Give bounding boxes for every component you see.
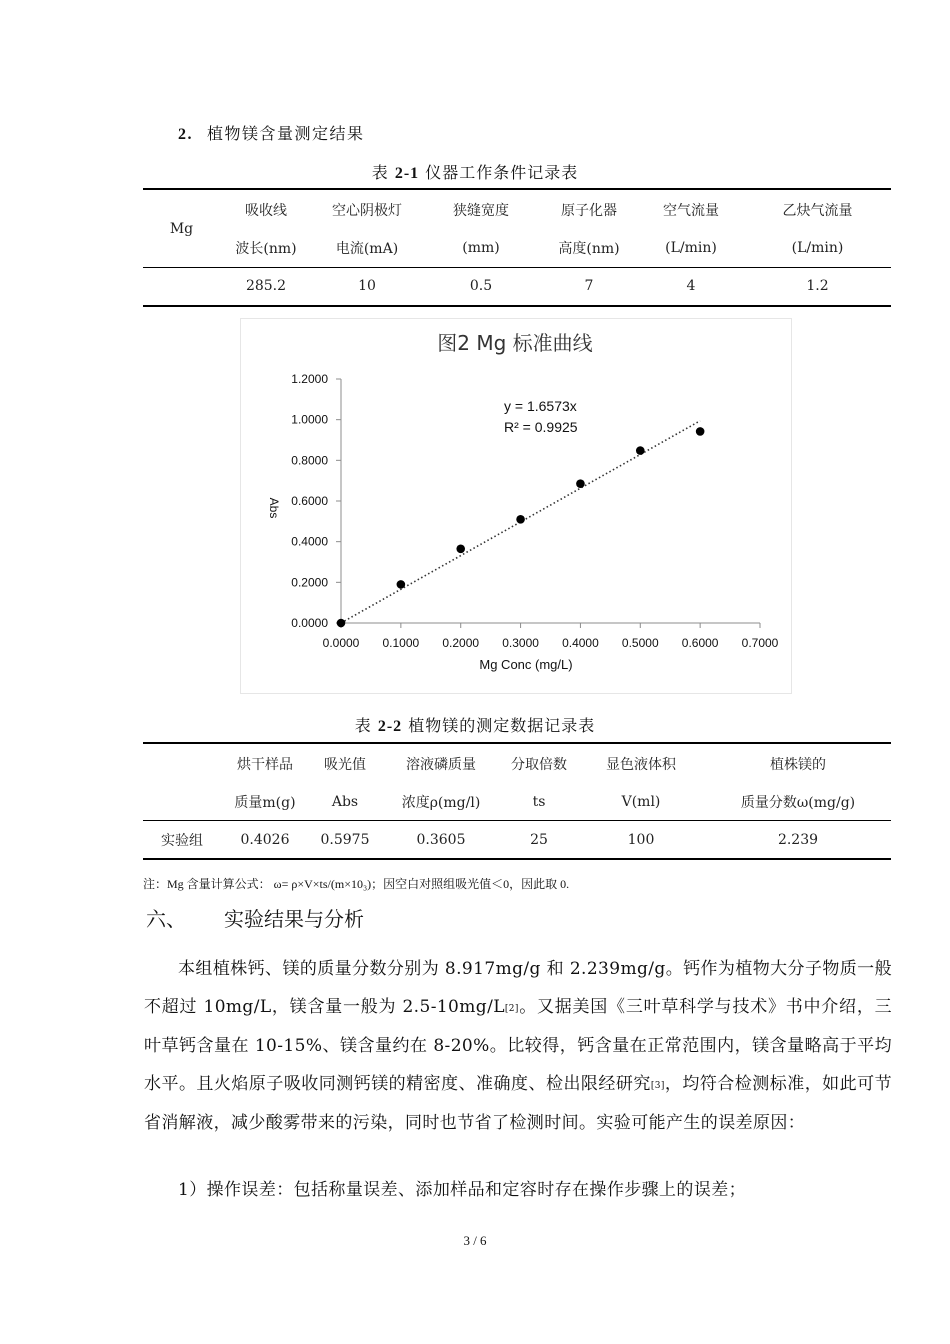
chart-y-tick-label: 0.8000 bbox=[291, 453, 328, 468]
chart-data-point bbox=[397, 580, 406, 589]
table2-cell: 实验组 bbox=[161, 833, 203, 849]
table2-header: 质量m(g) bbox=[234, 795, 296, 811]
table1-header: 电流(mA) bbox=[335, 241, 399, 257]
table2-header: 溶液磷质量 bbox=[406, 757, 476, 773]
table2-header: 显色液体积 bbox=[606, 757, 676, 773]
chart-y-tick-label: 0.4000 bbox=[291, 534, 328, 549]
list-item: 1）操作误差：包括称量误差、添加样品和定容时存在操作步骤上的误差； bbox=[178, 1180, 747, 1200]
table1-header: 高度(nm) bbox=[558, 241, 620, 257]
table2-header: V(ml) bbox=[621, 794, 661, 810]
table1-header: 空心阴极灯 bbox=[332, 203, 402, 219]
para-text: ，均符合检测标准，如此可节省消解液，减少酸雾带来的污染，同时也节省了检测时间。实验可能产生的误差原因： bbox=[144, 1073, 892, 1133]
table2-cell: 0.3605 bbox=[416, 832, 466, 848]
para-text: 本组植株钙、镁的质量分数分别为 8.917mg/g 和 2.239mg/g。钙作为植物大分子物质一般不超过 10mg/L，镁含量一般为 2.5-10mg/L bbox=[144, 959, 892, 1017]
table2-caption-num: 2-2 bbox=[377, 718, 403, 735]
chart-r2: R² = 0.9925 bbox=[504, 419, 578, 435]
table1-cell: 7 bbox=[584, 278, 594, 294]
chart-x-tick-label: 0.6000 bbox=[681, 636, 719, 650]
table1 bbox=[143, 191, 891, 305]
table2 bbox=[143, 745, 891, 859]
section6-number: 六、 bbox=[146, 907, 186, 931]
table2-header: 烘干样品 bbox=[237, 757, 293, 773]
chart-data-point bbox=[576, 479, 585, 488]
chart-x-tick-label: 0.2000 bbox=[442, 636, 480, 650]
standard-curve-chart bbox=[240, 318, 792, 694]
table2-cell: 2.239 bbox=[777, 832, 819, 848]
chart-y-tick-label: 0.0000 bbox=[291, 616, 328, 630]
table1-bottom-rule bbox=[143, 305, 891, 307]
chart-y-tick-label: 0.2000 bbox=[291, 575, 328, 590]
chart-data-point bbox=[696, 427, 705, 436]
chart-data-point bbox=[337, 619, 346, 628]
table2-top-rule bbox=[143, 742, 891, 744]
table1-caption-title: 仪器工作条件记录表 bbox=[419, 163, 579, 182]
citation-ref: [3] bbox=[650, 1080, 665, 1091]
table2-data-row bbox=[143, 821, 891, 859]
table2-header: ts bbox=[532, 794, 546, 810]
table1-cell: 1.2 bbox=[806, 278, 829, 294]
table2-header: 分取倍数 bbox=[511, 757, 567, 773]
chart-data-point bbox=[636, 446, 645, 455]
chart-y-tick-label: 0.6000 bbox=[291, 494, 328, 508]
table2-header: Abs bbox=[331, 794, 359, 810]
page-number: 3 / 6 bbox=[463, 1233, 487, 1248]
table1-header: 波长(nm) bbox=[235, 241, 297, 257]
table1-caption bbox=[0, 160, 950, 183]
table1-cell: 285.2 bbox=[245, 278, 287, 294]
table2-cell: 25 bbox=[530, 832, 548, 848]
chart-y-tick-label: 1.0000 bbox=[291, 412, 328, 427]
table1-top-rule bbox=[143, 188, 891, 190]
section6-heading bbox=[146, 903, 364, 932]
section-number: 2. bbox=[178, 126, 193, 143]
table2-cell: 0.4026 bbox=[240, 832, 290, 848]
chart-ylabel: Abs bbox=[267, 497, 281, 519]
chart-title: 图2 Mg 标准曲线 bbox=[437, 331, 593, 355]
table2-header: 浓度ρ(mg/l) bbox=[401, 795, 481, 811]
chart-x-tick-label: 0.1000 bbox=[382, 636, 420, 650]
table2-cell: 0.5975 bbox=[320, 832, 370, 848]
analysis-paragraph bbox=[144, 951, 892, 1143]
para-text: 。又据美国《三叶草科学与技术》书中介绍，三叶草钙含量在 10-15%、镁含量约在 8-20%。比较得，钙含量在正常范围内，镁含量略高于平均水平。且火焰原子吸收同测钙镁的精密度、准确度、检出限经研究 bbox=[144, 996, 892, 1094]
table1-header: 空气流量 bbox=[663, 203, 719, 219]
chart-xlabel: Mg Conc (mg/L) bbox=[479, 657, 573, 672]
table1-caption-prefix: 表 bbox=[371, 163, 395, 182]
chart-x-tick-label: 0.0000 bbox=[322, 636, 360, 650]
table2-cell: 100 bbox=[627, 832, 655, 848]
table1-header: (L/min) bbox=[665, 240, 717, 256]
table1-cell: 0.5 bbox=[469, 278, 493, 294]
table1-header: 吸收线 bbox=[245, 203, 287, 219]
table2-caption bbox=[0, 713, 950, 736]
chart-x-tick-label: 0.7000 bbox=[741, 636, 779, 650]
table1-element: Mg bbox=[169, 221, 194, 237]
table1-cell: 10 bbox=[358, 278, 376, 294]
chart-data-point bbox=[456, 544, 465, 553]
table2-header: 吸光值 bbox=[324, 757, 366, 773]
chart-x-tick-label: 0.4000 bbox=[562, 636, 599, 650]
table1-value-row bbox=[143, 267, 891, 305]
section-title: 植物镁含量测定结果 bbox=[207, 124, 365, 143]
formula-note: 注：Mg 含量计算公式： ω= ρ×V×ts/(m×10₃)；因空白对照组吸光值＜0，因此取 0. bbox=[143, 877, 570, 891]
table2-caption-title: 植物镁的测定数据记录表 bbox=[402, 716, 596, 735]
table1-header: (mm) bbox=[462, 240, 500, 256]
chart-data-point bbox=[516, 515, 525, 524]
table1-header-row1 bbox=[143, 191, 891, 229]
table1-caption-num: 2-1 bbox=[394, 165, 420, 182]
table1-header: 乙炔气流量 bbox=[782, 203, 853, 219]
table2-header: 植株镁的 bbox=[770, 757, 826, 773]
chart-equation: y = 1.6573x bbox=[504, 398, 577, 414]
table1-header-row2 bbox=[143, 229, 891, 267]
chart-x-tick-label: 0.5000 bbox=[621, 636, 659, 650]
table1-header: 狭缝宽度 bbox=[453, 203, 509, 219]
table2-header: 质量分数ω(mg/g) bbox=[740, 795, 856, 811]
chart-x-tick-label: 0.3000 bbox=[502, 636, 539, 650]
table1-cell: 4 bbox=[686, 278, 696, 294]
table2-caption-prefix: 表 bbox=[354, 716, 378, 735]
table1-header: (L/min) bbox=[791, 240, 844, 256]
chart-y-tick-label: 1.2000 bbox=[291, 372, 328, 386]
citation-ref: [2] bbox=[504, 1003, 519, 1014]
section-heading bbox=[178, 121, 365, 144]
table2-header-row2 bbox=[143, 783, 891, 821]
table1-header: 原子化器 bbox=[561, 203, 617, 219]
table2-header-row1 bbox=[143, 745, 891, 783]
section6-title: 实验结果与分析 bbox=[224, 907, 364, 931]
